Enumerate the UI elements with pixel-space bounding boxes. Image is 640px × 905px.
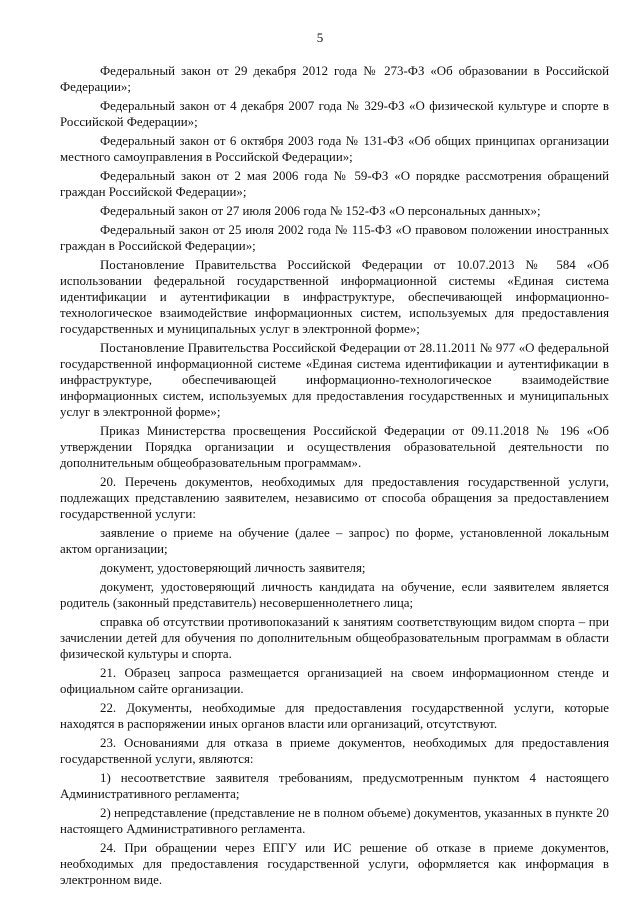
paragraph-law-329fz: Федеральный закон от 4 декабря 2007 года № 329-ФЗ «О физической культуре и спорте в Российской Федерации»; [60, 99, 609, 129]
paragraph-item-21: 21. Образец запроса размещается организацией на своем информационном стенде и официальном сайте организации. [60, 666, 609, 696]
paragraph-law-59fz: Федеральный закон от 2 мая 2006 года № 59-ФЗ «О порядке рассмотрения обращений граждан Российской Федерации»; [60, 169, 609, 199]
paragraph-candidate-document: документ, удостоверяющий личность кандидата на обучение, если заявителем является родитель (законный представитель) несовершеннолетнего лица; [60, 580, 609, 610]
page-number: 5 [316, 30, 324, 45]
paragraph-item-22: 22. Документы, необходимые для предоставления государственной услуги, которые находятся в распоряжении иных органов власти или организаций, отсутствуют. [60, 701, 609, 731]
paragraph-order-196: Приказ Министерства просвещения Российской Федерации от 09.11.2018 № 196 «Об утверждении Порядка организации и осуществления образовательной деятельности по дополнительным общеобразовательным программам». [60, 424, 609, 470]
document-body [60, 63, 609, 891]
paragraph-identity-document: документ, удостоверяющий личность заявителя; [100, 561, 366, 575]
paragraph-law-115fz: Федеральный закон от 25 июля 2002 года № 115-ФЗ «О правовом положении иностранных граждан в Российской Федерации»; [60, 223, 609, 253]
paragraph-law-273fz: Федеральный закон от 29 декабря 2012 года № 273-ФЗ «Об образовании в Российской Федерации»; [60, 64, 609, 94]
paragraph-item-24: 24. При обращении через ЕПГУ или ИС решение об отказе в приеме документов, необходимых для предоставления государственной услуги, оформляется как информация в электронном виде. [60, 841, 609, 887]
paragraph-item-23-2: 2) непредставление (представление не в полном объеме) документов, указанных в пункте 20 настоящего Административного регламента. [60, 806, 609, 836]
paragraph-item-23-1: 1) несоответствие заявителя требованиям, предусмотренным пунктом 4 настоящего Административного регламента; [60, 771, 609, 801]
paragraph-item-20: 20. Перечень документов, необходимых для предоставления государственной услуги, подлежащих представлению заявителем, независимо от способа обращения за предоставлением государственной услуги: [60, 475, 609, 521]
paragraph-item-23: 23. Основаниями для отказа в приеме документов, необходимых для предоставления государственной услуги, являются: [60, 736, 609, 766]
paragraph-application: заявление о приеме на обучение (далее – запрос) по форме, установленной локальным актом организации; [60, 526, 609, 556]
paragraph-law-152fz: Федеральный закон от 27 июля 2006 года № 152-ФЗ «О персональных данных»; [100, 204, 541, 218]
paragraph-medical-certificate: справка об отсутствии противопоказаний к занятиям соответствующим видом спорта – при зачислении детей для обучения по дополнительным общеобразовательным программам в области физической культуры и спорта. [60, 615, 609, 661]
paragraph-resolution-977: Постановление Правительства Российской Федерации от 28.11.2011 № 977 «О федеральной государственной информационной системе «Единая система идентификации и аутентификации в инфраструктуре, обеспечивающей информационно-технологическое взаимодействие информационных систем, используемых для предоставления государственных и муниципальных услуг в электронной форме»; [60, 341, 609, 419]
paragraph-resolution-584: Постановление Правительства Российской Федерации от 10.07.2013 № 584 «Об использовании федеральной государственной информационной системы «Единая система идентификации и аутентификации в инфраструктуре, обеспечивающей информационно-технологическое взаимодействие информационных систем, используемых для предоставления государственных и муниципальных услуг в электронной форме»; [60, 258, 609, 336]
paragraph-law-131fz: Федеральный закон от 6 октября 2003 года № 131-ФЗ «Об общих принципах организации местного самоуправления в Российской Федерации»; [60, 134, 609, 164]
